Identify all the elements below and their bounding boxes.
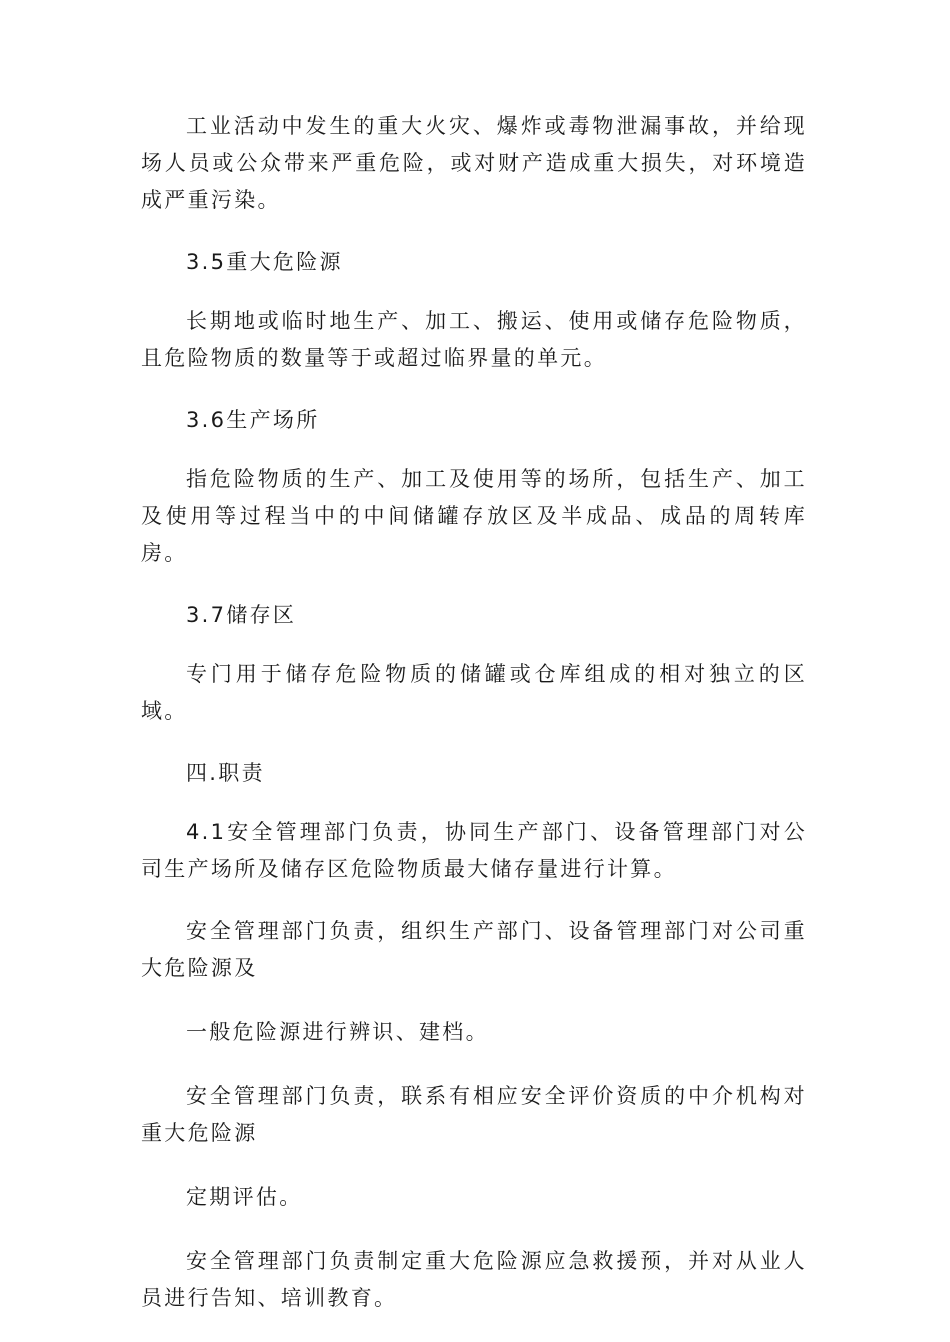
- heading-3-5: 3.5重大危险源: [186, 250, 343, 274]
- heading-3-7: 3.7储存区: [186, 603, 297, 627]
- heading-section-4: 四.职责: [186, 761, 265, 785]
- paragraph-evaluation: 安全管理部门负责，联系有相应安全评价资质的中介机构对重大危险源: [141, 1084, 807, 1145]
- paragraph-identification: 安全管理部门负责，组织生产部门、设备管理部门对公司重大危险源及: [141, 919, 807, 980]
- paragraph-identification-cont: 一般危险源进行辨识、建档。: [186, 1020, 489, 1044]
- paragraph-accident-definition: 工业活动中发生的重大火灾、爆炸或毒物泄漏事故，并给现场人员或公众带来严重危险，或对财产造成重大损失，对环境造成严重污染。: [141, 114, 807, 212]
- paragraph-4-1: 4.1安全管理部门负责，协同生产部门、设备管理部门对公司生产场所及储存区危险物质最大储存量进行计算。: [141, 820, 807, 881]
- document-body: [141, 108, 807, 1342]
- paragraph-major-hazard-definition: 长期地或临时地生产、加工、搬运、使用或储存危险物质，且危险物质的数量等于或超过临界量的单元。: [141, 309, 807, 370]
- heading-3-6: 3.6生产场所: [186, 408, 320, 432]
- paragraph-evaluation-cont: 定期评估。: [186, 1185, 303, 1209]
- paragraph-emergency-plan: 安全管理部门负责制定重大危险源应急救援预，并对从业人员进行告知、培训教育。: [141, 1249, 807, 1310]
- paragraph-storage-area-definition: 专门用于储存危险物质的储罐或仓库组成的相对独立的区域。: [141, 662, 807, 723]
- paragraph-production-site-definition: 指危险物质的生产、加工及使用等的场所，包括生产、加工及使用等过程当中的中间储罐存放区及半成品、成品的周转库房。: [141, 467, 807, 565]
